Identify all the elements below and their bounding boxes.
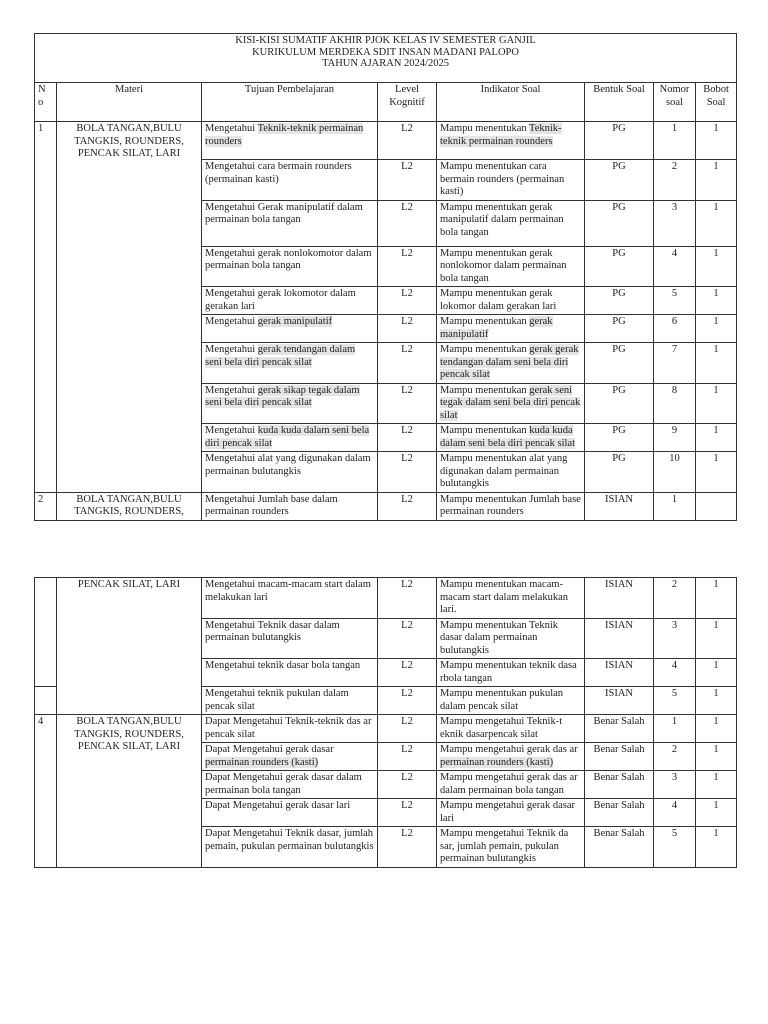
indikator-cell: Mampu mengetahui gerak das ar dalam permainan bola tangan (437, 771, 585, 799)
indikator-cell: Mampu menentukan gerak nonlokomor dalam permainan bola tangan (437, 246, 585, 287)
group-2-materi-continued: PENCAK SILAT, LARI (57, 578, 202, 715)
bobot-cell: 1 (696, 452, 737, 493)
level-cell: L2 (378, 771, 437, 799)
tujuan-cell: Mengetahui teknik pukulan dalam pencak silat (202, 687, 378, 715)
indikator-cell: Mampu menentukan Jumlah base permainan rounders (437, 492, 585, 520)
bobot-cell: 1 (696, 383, 737, 424)
bentuk-cell: PG (585, 343, 654, 384)
nomor-cell: 1 (654, 122, 696, 160)
indikator-cell: Mampu menentukan gerak seni tegak dalam seni bela diri pencak silat (437, 383, 585, 424)
bentuk-cell: Benar Salah (585, 771, 654, 799)
header-row (35, 83, 737, 122)
nomor-cell: 2 (654, 578, 696, 619)
group-1-number: 1 (35, 122, 57, 493)
tujuan-cell: Mengetahui teknik dasar bola tangan (202, 659, 378, 687)
tujuan-cell: Mengetahui Teknik dasar dalam permainan bulutangkis (202, 618, 378, 659)
header-bentuk: Bentuk Soal (585, 83, 654, 122)
bobot-cell: 1 (696, 799, 737, 827)
nomor-cell: 4 (654, 659, 696, 687)
nomor-cell: 3 (654, 200, 696, 246)
indikator-cell: Mampu menentukan gerak manipulatif dalam permainan bola tangan (437, 200, 585, 246)
bobot-cell: 1 (696, 827, 737, 868)
group-2-number: 2 (35, 492, 57, 520)
tujuan-cell: Dapat Mengetahui gerak dasar dalam permainan bola tangan (202, 771, 378, 799)
tujuan-cell: Mengetahui Jumlah base dalam permainan rounders (202, 492, 378, 520)
level-cell: L2 (378, 827, 437, 868)
bentuk-cell: Benar Salah (585, 799, 654, 827)
group-2-materi: BOLA TANGAN,BULU TANGKIS, ROUNDERS, (57, 492, 202, 520)
nomor-cell: 4 (654, 246, 696, 287)
indikator-cell: Mampu mengetahui Teknik-t eknik dasarpencak silat (437, 715, 585, 743)
document-title (35, 34, 737, 83)
level-cell: L2 (378, 715, 437, 743)
tujuan-cell: Dapat Mengetahui Teknik-teknik das ar pencak silat (202, 715, 378, 743)
kisi-kisi-table-page-1 (34, 33, 737, 521)
nomor-cell: 5 (654, 687, 696, 715)
kisi-kisi-table-page-2 (34, 577, 737, 868)
tujuan-cell: Mengetahui gerak nonlokomotor dalam permainan bola tangan (202, 246, 378, 287)
title-line-3: TAHUN AJARAN 2024/2025 (322, 58, 449, 69)
nomor-cell: 9 (654, 424, 696, 452)
bentuk-cell: PG (585, 287, 654, 315)
bobot-cell: 1 (696, 659, 737, 687)
header-level: Level Kognitif (378, 83, 437, 122)
level-cell: L2 (378, 122, 437, 160)
bentuk-cell: ISIAN (585, 578, 654, 619)
level-cell: L2 (378, 246, 437, 287)
level-cell: L2 (378, 799, 437, 827)
bobot-cell: 1 (696, 743, 737, 771)
tujuan-cell: Mengetahui macam-macam start dalam melakukan lari (202, 578, 378, 619)
bentuk-cell: Benar Salah (585, 743, 654, 771)
bobot-cell: 1 (696, 687, 737, 715)
header-bobot: Bobot Soal (696, 83, 737, 122)
level-cell: L2 (378, 315, 437, 343)
header-nomor: Nomor soal (654, 83, 696, 122)
tujuan-cell: Mengetahui gerak tendangan dalam seni bela diri pencak silat (202, 343, 378, 384)
header-indikator: Indikator Soal (437, 83, 585, 122)
tujuan-cell: Mengetahui Teknik-teknik permainan rounders (202, 122, 378, 160)
table-row (35, 578, 737, 619)
indikator-cell: Mampu menentukan Teknik-teknik permainan rounders (437, 122, 585, 160)
indikator-cell: Mampu menentukan cara bermain rounders (permainan kasti) (437, 160, 585, 201)
header-tujuan: Tujuan Pembelajaran (202, 83, 378, 122)
level-cell: L2 (378, 343, 437, 384)
group-2-number-continued (35, 578, 57, 687)
indikator-cell: Mampu menentukan teknik dasa rbola tangan (437, 659, 585, 687)
level-cell: L2 (378, 287, 437, 315)
tujuan-cell: Mengetahui cara bermain rounders (permainan kasti) (202, 160, 378, 201)
nomor-cell: 10 (654, 452, 696, 493)
bobot-cell: 1 (696, 200, 737, 246)
nomor-cell: 3 (654, 771, 696, 799)
level-cell: L2 (378, 743, 437, 771)
header-no: N o (35, 83, 57, 122)
title-line-2: KURIKULUM MERDEKA SDIT INSAN MADANI PALOPO (252, 46, 519, 58)
group-4-materi: BOLA TANGAN,BULU TANGKIS, ROUNDERS, PENCAK SILAT, LARI (57, 715, 202, 868)
group-4-number: 4 (35, 715, 57, 868)
bobot-cell: 1 (696, 424, 737, 452)
tujuan-cell: Mengetahui gerak lokomotor dalam gerakan lari (202, 287, 378, 315)
bobot-cell: 1 (696, 343, 737, 384)
level-cell: L2 (378, 618, 437, 659)
tujuan-cell: Mengetahui Gerak manipulatif dalam permainan bola tangan (202, 200, 378, 246)
nomor-cell: 6 (654, 315, 696, 343)
tujuan-cell: Mengetahui gerak manipulatif (202, 315, 378, 343)
nomor-cell: 4 (654, 799, 696, 827)
bobot-cell: 1 (696, 287, 737, 315)
bobot-cell: 1 (696, 160, 737, 201)
bentuk-cell: PG (585, 315, 654, 343)
indikator-cell: Mampu menentukan pukulan dalam pencak silat (437, 687, 585, 715)
bentuk-cell: PG (585, 424, 654, 452)
bentuk-cell: ISIAN (585, 492, 654, 520)
tujuan-cell: Mengetahui kuda kuda dalam seni bela diri pencak silat (202, 424, 378, 452)
bobot-cell: 1 (696, 618, 737, 659)
tujuan-cell: Mengetahui gerak sikap tegak dalam seni bela diri pencak silat (202, 383, 378, 424)
bobot-cell: 1 (696, 771, 737, 799)
nomor-cell: 7 (654, 343, 696, 384)
bobot-cell: 1 (696, 578, 737, 619)
level-cell: L2 (378, 160, 437, 201)
bentuk-cell: Benar Salah (585, 715, 654, 743)
bobot-cell: 1 (696, 122, 737, 160)
level-cell: L2 (378, 383, 437, 424)
tujuan-cell: Dapat Mengetahui gerak dasar permainan rounders (kasti) (202, 743, 378, 771)
nomor-cell: 2 (654, 743, 696, 771)
indikator-cell: Mampu mengetahui gerak das ar permainan rounders (kasti) (437, 743, 585, 771)
table-row (35, 492, 737, 520)
bentuk-cell: ISIAN (585, 659, 654, 687)
bentuk-cell: PG (585, 452, 654, 493)
table-row (35, 715, 737, 743)
bentuk-cell: PG (585, 383, 654, 424)
bobot-cell: 1 (696, 246, 737, 287)
nomor-cell: 2 (654, 160, 696, 201)
tujuan-cell: Dapat Mengetahui gerak dasar lari (202, 799, 378, 827)
level-cell: L2 (378, 492, 437, 520)
bentuk-cell: ISIAN (585, 687, 654, 715)
tujuan-cell: Dapat Mengetahui Teknik dasar, jumlah pemain, pukulan permainan bulutangkis (202, 827, 378, 868)
indikator-cell: Mampu menentukan macam-macam start dalam melakukan lari. (437, 578, 585, 619)
bobot-cell: 1 (696, 715, 737, 743)
nomor-cell: 5 (654, 287, 696, 315)
level-cell: L2 (378, 424, 437, 452)
level-cell: L2 (378, 659, 437, 687)
bentuk-cell: ISIAN (585, 618, 654, 659)
indikator-cell: Mampu menentukan Teknik dasar dalam permainan bulutangkis (437, 618, 585, 659)
bentuk-cell: PG (585, 122, 654, 160)
empty-number-cell (35, 687, 57, 715)
indikator-cell: Mampu mengetahui Teknik da sar, jumlah pemain, pukulan permainan bulutangkis (437, 827, 585, 868)
title-line-1: KISI-KISI SUMATIF AKHIR PJOK KELAS IV SEMESTER GANJIL (235, 35, 536, 46)
title-row (35, 34, 737, 83)
indikator-cell: Mampu menentukan gerak gerak tendangan dalam seni bela diri pencak silat (437, 343, 585, 384)
group-1-materi: BOLA TANGAN,BULU TANGKIS, ROUNDERS, PENCAK SILAT, LARI (57, 122, 202, 493)
table-row (35, 122, 737, 160)
nomor-cell: 3 (654, 618, 696, 659)
indikator-cell: Mampu menentukan alat yang digunakan dalam permainan bulutangkis (437, 452, 585, 493)
level-cell: L2 (378, 578, 437, 619)
level-cell: L2 (378, 200, 437, 246)
indikator-cell: Mampu mengetahui gerak dasar lari (437, 799, 585, 827)
bentuk-cell: PG (585, 160, 654, 201)
header-materi: Materi (57, 83, 202, 122)
bentuk-cell: PG (585, 246, 654, 287)
nomor-cell: 5 (654, 827, 696, 868)
bentuk-cell: PG (585, 200, 654, 246)
nomor-cell: 1 (654, 492, 696, 520)
nomor-cell: 1 (654, 715, 696, 743)
level-cell: L2 (378, 687, 437, 715)
indikator-cell: Mampu menentukan gerak lokomor dalam gerakan lari (437, 287, 585, 315)
bobot-cell (696, 492, 737, 520)
level-cell: L2 (378, 452, 437, 493)
bobot-cell: 1 (696, 315, 737, 343)
tujuan-cell: Mengetahui alat yang digunakan dalam permainan bulutangkis (202, 452, 378, 493)
bentuk-cell: Benar Salah (585, 827, 654, 868)
indikator-cell: Mampu menentukan kuda kuda dalam seni bela diri pencak silat (437, 424, 585, 452)
nomor-cell: 8 (654, 383, 696, 424)
indikator-cell: Mampu menentukan gerak manipulatif (437, 315, 585, 343)
